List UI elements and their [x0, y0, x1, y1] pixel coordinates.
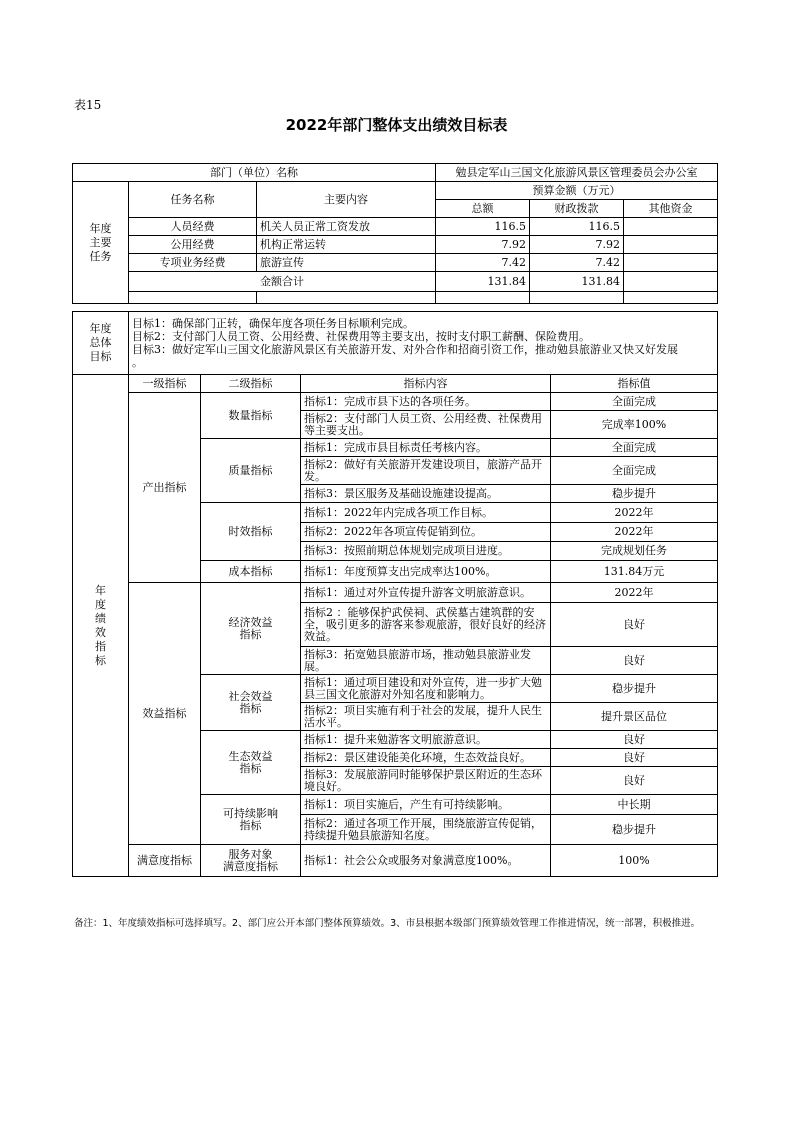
task-other: [624, 236, 718, 254]
sum-total: 131.84: [436, 272, 530, 292]
level2-satisfaction: 服务对象 满意度指标: [201, 845, 301, 877]
indicator-content: 指标2：通过各项工作开展，围绕旅游宣传促销，持续提升勉县旅游知名度。: [301, 815, 551, 845]
task-row: [73, 218, 718, 236]
level2-economic: 经济效益 指标: [201, 583, 301, 675]
indicator-content: 指标1：社会公众或服务对象满意度100%。: [301, 845, 551, 877]
level1-benefit: 效益指标: [129, 583, 201, 845]
indicator-content: 指标2：2022年各项宣传促销到位。: [301, 523, 551, 542]
sum-row: [73, 272, 718, 292]
indicator-content: 指标3：发展旅游同时能够保护景区附近的生态环境良好。: [301, 767, 551, 795]
indicators-section-label: 年 度 绩 效 指 标: [73, 375, 129, 877]
sum-fiscal: 131.84: [530, 272, 624, 292]
indicator-value: 全面完成: [551, 393, 718, 411]
indicator-value: 2022年: [551, 503, 718, 523]
level2-social: 社会效益 指标: [201, 675, 301, 731]
indicator-value: 中长期: [551, 795, 718, 815]
level2-timeliness: 时效指标: [201, 503, 301, 561]
indicators-table: [72, 374, 718, 877]
level2-ecological: 生态效益 指标: [201, 731, 301, 795]
indicator-content: 指标1：完成市县目标责任考核内容。: [301, 439, 551, 457]
indicator-value: 良好: [551, 749, 718, 767]
task-fiscal: 7.92: [530, 236, 624, 254]
indicator-value: 良好: [551, 647, 718, 675]
header-value: 指标值: [551, 375, 718, 393]
overall-goals-table: [72, 311, 718, 375]
sum-other: [624, 272, 718, 292]
goal-line: 目标1：确保部门正转，确保年度各项任务目标顺利完成。: [132, 317, 414, 330]
indicator-value: 良好: [551, 603, 718, 647]
indicator-value: 2022年: [551, 583, 718, 603]
indicator-content: 指标1：完成市县下达的各项任务。: [301, 393, 551, 411]
table-row: [73, 583, 718, 603]
task-total: 7.42: [436, 254, 530, 272]
level1-output: 产出指标: [129, 393, 201, 583]
indicator-value: 良好: [551, 767, 718, 795]
task-name: 专项业务经费: [129, 254, 257, 272]
indicator-content: 指标1：2022年内完成各项工作目标。: [301, 503, 551, 523]
level2-quantity: 数量指标: [201, 393, 301, 439]
overall-goals-text: [129, 312, 718, 375]
indicator-content: 指标1：提升来勉游客文明旅游意识。: [301, 731, 551, 749]
indicator-content: 指标1：通过项目建设和对外宣传，进一步扩大勉县三国文化旅游对外知名度和影响力。: [301, 675, 551, 703]
indicator-content: 指标2：做好有关旅游开发建设项目，旅游产品开发。: [301, 457, 551, 485]
indicator-content: 指标1：项目实施后，产生有可持续影响。: [301, 795, 551, 815]
task-content: 机关人员正常工资发放: [257, 218, 436, 236]
indicator-value: 良好: [551, 731, 718, 749]
indicator-value: 稳步提升: [551, 675, 718, 703]
task-total: 116.5: [436, 218, 530, 236]
indicator-content: 指标2 ：能够保护武侯祠、武侯墓古建筑群的安全，吸引更多的游客来参观旅游，很好良好的经济效益。: [301, 603, 551, 647]
goal-line: 目标3：做好定军山三国文化旅游风景区有关旅游开发、对外合作和招商引资工作，推动勉县旅游业又快又好发展: [132, 343, 678, 356]
annual-tasks-section-label: 年度 主要 任务: [73, 182, 129, 304]
task-fiscal: 7.42: [530, 254, 624, 272]
annual-tasks-table: [72, 163, 718, 304]
level1-satisfaction: 满意度指标: [129, 845, 201, 877]
indicator-content: 指标2：景区建设能美化环境，生态效益良好。: [301, 749, 551, 767]
indicator-content: 指标2：项目实施有利于社会的发展，提升人民生活水平。: [301, 703, 551, 731]
table-number: 表15: [74, 98, 102, 112]
indicator-content: 指标3：按照前期总体规划完成项目进度。: [301, 542, 551, 561]
indicator-content: 指标1：通过对外宣传提升游客文明旅游意识。: [301, 583, 551, 603]
header-level2: 二级指标: [201, 375, 301, 393]
level2-sustainable: 可持续影响 指标: [201, 795, 301, 845]
goal-line: 。: [132, 356, 143, 369]
header-other: 其他资金: [624, 200, 718, 218]
level2-quality: 质量指标: [201, 439, 301, 503]
task-fiscal: 116.5: [530, 218, 624, 236]
header-content: 指标内容: [301, 375, 551, 393]
footnote: 备注：1、年度绩效指标可选择填写。2、部门应公开本部门整体预算绩效。3、市县根据本级部门预算绩效管理工作推进情况，统一部署，积极推进。: [74, 918, 701, 929]
page-title: 2022年部门整体支出绩效目标表: [285, 116, 508, 134]
table-row: [73, 393, 718, 411]
indicator-value: 稳步提升: [551, 485, 718, 503]
task-row: [73, 254, 718, 272]
task-total: 7.92: [436, 236, 530, 254]
indicator-value: 100%: [551, 845, 718, 877]
table-row: [73, 845, 718, 877]
dept-name-value: 勉县定军山三国文化旅游风景区管理委员会办公室: [436, 164, 718, 182]
indicator-content: 指标3：拓宽勉县旅游市场，推动勉县旅游业发展。: [301, 647, 551, 675]
sum-label: 金额合计: [129, 272, 436, 292]
task-content: 旅游宣传: [257, 254, 436, 272]
task-other: [624, 218, 718, 236]
indicator-value: 完成率100%: [551, 411, 718, 439]
overall-goals-section-label: 年度 总体 目标: [73, 312, 129, 375]
header-total: 总额: [436, 200, 530, 218]
task-other: [624, 254, 718, 272]
indicator-value: 稳步提升: [551, 815, 718, 845]
indicator-value: 完成规划任务: [551, 542, 718, 561]
task-name: 人员经费: [129, 218, 257, 236]
dept-name-label: 部门（单位）名称: [73, 164, 436, 182]
level2-cost: 成本指标: [201, 561, 301, 583]
indicator-content: 指标2：支付部门人员工资、公用经费、社保费用等主要支出。: [301, 411, 551, 439]
indicator-content: 指标1：年度预算支出完成率达100%。: [301, 561, 551, 583]
header-fiscal: 财政拨款: [530, 200, 624, 218]
goal-line: 目标2：支付部门人员工资、公用经费、社保费用等主要支出，按时支付职工薪酬、保险费用。: [132, 330, 590, 343]
indicator-content: 指标3：景区服务及基础设施建设提高。: [301, 485, 551, 503]
indicator-value: 131.84万元: [551, 561, 718, 583]
indicator-value: 全面完成: [551, 457, 718, 485]
header-level1: 一级指标: [129, 375, 201, 393]
indicator-value: 提升景区品位: [551, 703, 718, 731]
indicator-value: 全面完成: [551, 439, 718, 457]
task-row: [73, 236, 718, 254]
header-budget: 预算金额（万元）: [436, 182, 718, 200]
header-main-content: 主要内容: [257, 182, 436, 218]
task-name: 公用经费: [129, 236, 257, 254]
header-task-name: 任务名称: [129, 182, 257, 218]
indicator-value: 2022年: [551, 523, 718, 542]
task-content: 机构正常运转: [257, 236, 436, 254]
